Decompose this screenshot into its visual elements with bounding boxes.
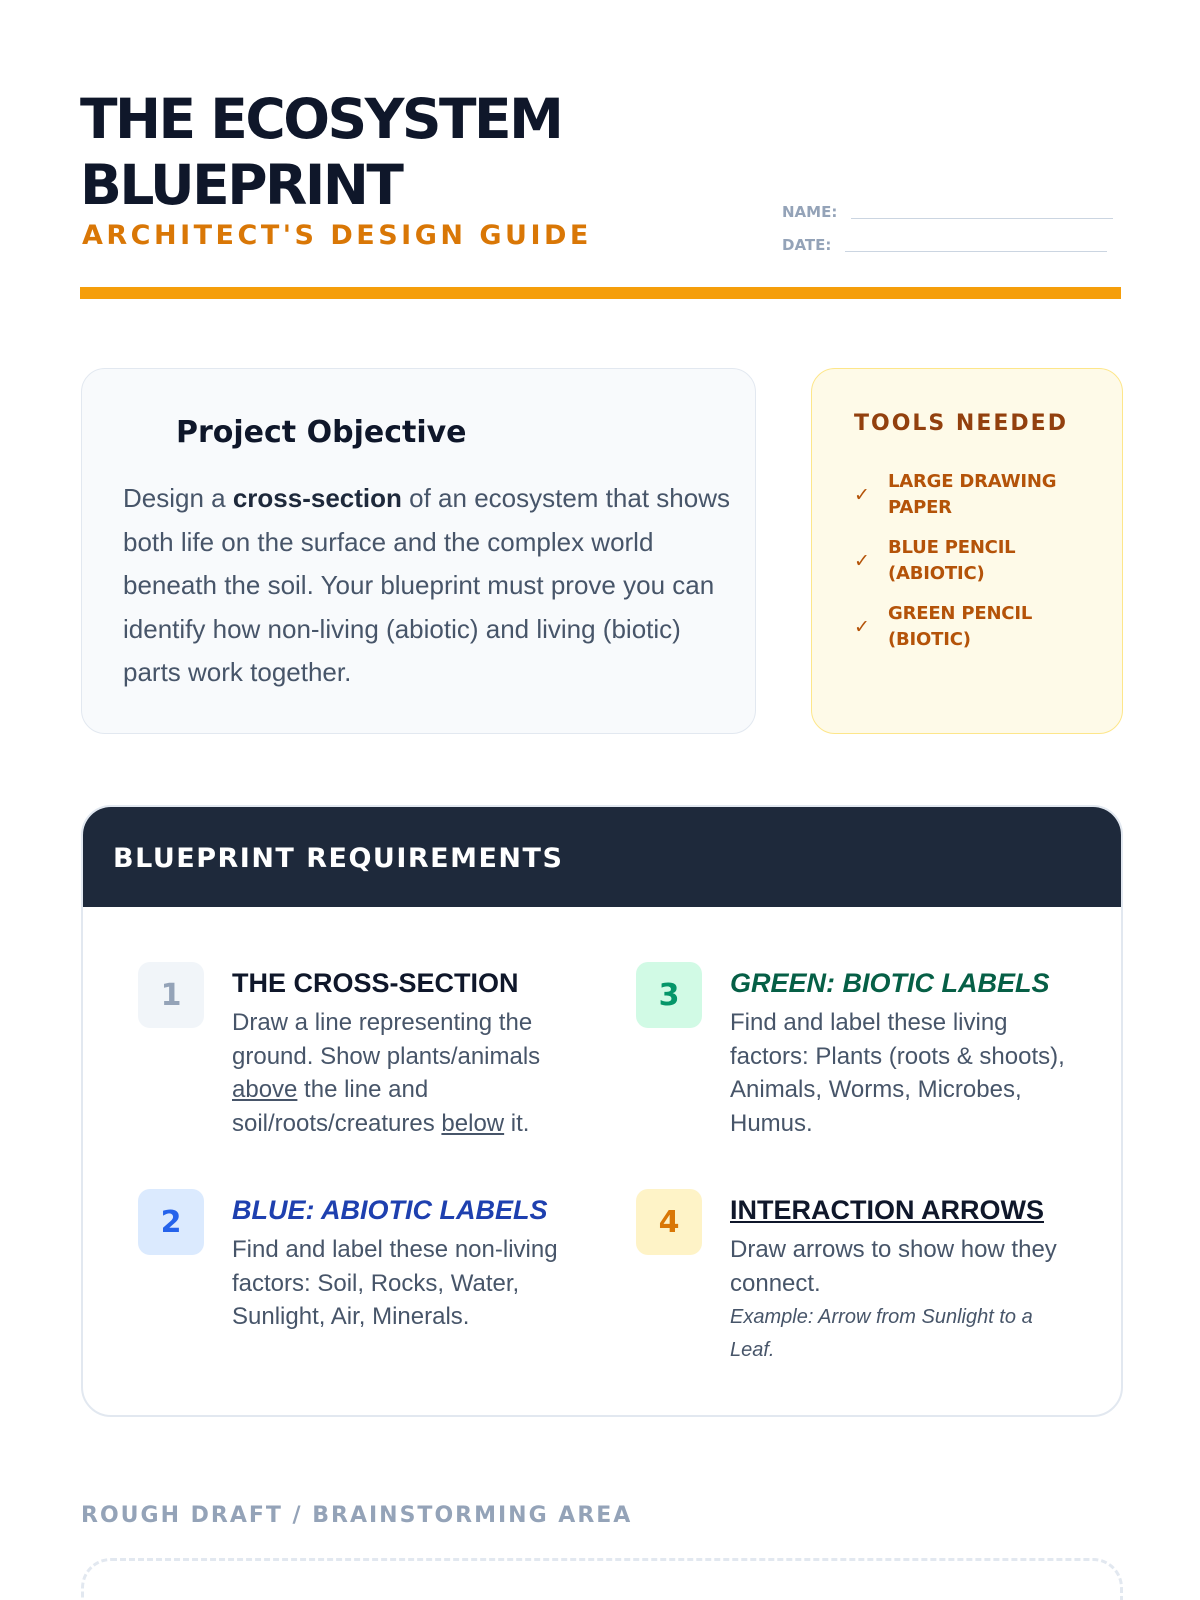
objective-text-bold: cross-section: [232, 483, 402, 513]
tools-list: [854, 469, 1094, 667]
tools-needed-card: [811, 368, 1123, 734]
objective-text-end: of an ecosystem that shows both life on the surface and the complex world beneath the soil. Your blueprint must prove you can identify how non-living (abiotic) and living (biotic) parts work together.: [123, 483, 730, 687]
objective-heading: Project Objective: [176, 415, 467, 450]
name-field[interactable]: [782, 203, 1122, 221]
step-number-badge: 1: [138, 962, 204, 1028]
desc-part: it.: [504, 1109, 530, 1137]
tools-heading: TOOLS NEEDED: [854, 411, 1068, 436]
draft-area[interactable]: [81, 1558, 1123, 1600]
tool-label: GREEN PENCIL (BIOTIC): [888, 603, 1033, 650]
tool-item: [854, 601, 1094, 653]
requirements-heading: BLUEPRINT REQUIREMENTS: [113, 843, 564, 874]
requirement-description: Draw arrows to show how they connect.: [730, 1236, 1057, 1297]
check-icon: ✓: [854, 616, 870, 638]
name-label: NAME:: [782, 203, 838, 221]
requirement-description: Find and label these living factors: Plants (roots & shoots), Animals, Worms, Microbes, Humus.: [730, 1009, 1065, 1137]
requirement-title: INTERACTION ARROWS: [730, 1195, 1044, 1225]
page-title: THE ECOSYSTEM BLUEPRINT: [80, 87, 562, 217]
header-divider: [80, 287, 1121, 299]
requirement-title: THE CROSS-SECTION: [232, 968, 519, 998]
tool-item: [854, 535, 1094, 587]
objective-text-start: Design a: [123, 483, 233, 513]
page-subtitle: ARCHITECT'S DESIGN GUIDE: [82, 220, 592, 251]
project-objective-card: [81, 368, 756, 734]
check-icon: ✓: [854, 484, 870, 506]
objective-text: [123, 477, 733, 695]
step-number-badge: 4: [636, 1189, 702, 1255]
requirement-description: [232, 1006, 577, 1140]
name-line[interactable]: [851, 218, 1113, 219]
requirement-title: BLUE: ABIOTIC LABELS: [232, 1195, 548, 1225]
check-icon: ✓: [854, 550, 870, 572]
tool-label: BLUE PENCIL (ABIOTIC): [888, 537, 1016, 584]
requirement-example: Example: Arrow from Sunlight to a Leaf.: [730, 1306, 1033, 1361]
desc-underlined: above: [232, 1076, 298, 1103]
step-number-badge: 2: [138, 1189, 204, 1255]
date-line[interactable]: [845, 251, 1107, 252]
date-label: DATE:: [782, 236, 832, 254]
step-number-badge: 3: [636, 962, 702, 1028]
requirement-title: GREEN: BIOTIC LABELS: [730, 968, 1050, 998]
requirements-header: [83, 807, 1121, 907]
desc-underlined: below: [441, 1109, 505, 1137]
draft-area-label: ROUGH DRAFT / BRAINSTORMING AREA: [81, 1503, 633, 1528]
requirement-description: Find and label these non-living factors: Soil, Rocks, Water, Sunlight, Air, Minerals.: [232, 1236, 558, 1330]
desc-part: Draw a line representing the ground. Show plants/animals: [232, 1009, 541, 1070]
tool-item: [854, 469, 1094, 521]
date-field[interactable]: [782, 236, 1122, 254]
tool-label: LARGE DRAWING PAPER: [888, 471, 1057, 518]
desc-part: the line and soil/roots/creatures: [232, 1076, 442, 1137]
